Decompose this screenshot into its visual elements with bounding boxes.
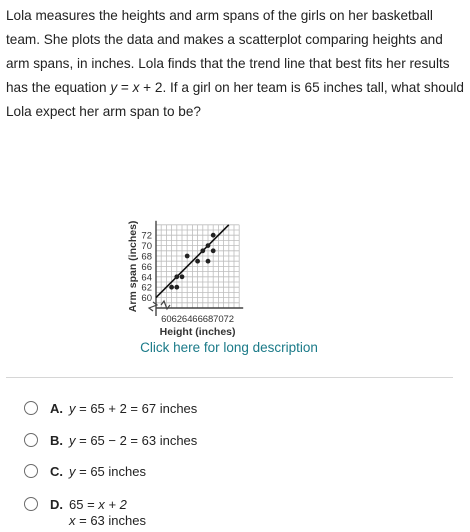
option-a[interactable] xyxy=(24,401,197,417)
x-axis-title: Height (inches) xyxy=(159,326,236,338)
option-a-text: y = 65 + 2 = 67 inches xyxy=(69,401,198,416)
option-c-text: y = 65 inches xyxy=(69,464,146,479)
y-tick-label: 68 xyxy=(141,251,152,263)
y-tick-label: 72 xyxy=(141,230,152,242)
data-point xyxy=(180,274,185,279)
option-b-text: y = 65 − 2 = 63 inches xyxy=(69,433,198,448)
option-d-text: 65 = x + 2 x = 63 inches xyxy=(69,497,146,528)
y-axis-title: Arm span (inches) xyxy=(127,220,139,313)
data-point xyxy=(206,259,211,264)
data-point xyxy=(211,248,216,253)
option-a-letter: A. xyxy=(50,401,63,416)
radio-option-b[interactable] xyxy=(24,433,38,447)
data-point xyxy=(169,285,174,290)
x-tick-label: 72 xyxy=(223,314,235,325)
divider xyxy=(6,377,453,378)
option-c[interactable] xyxy=(24,464,146,480)
radio-option-d[interactable] xyxy=(24,497,38,511)
data-point xyxy=(200,248,205,253)
x-tick-label: 64 xyxy=(181,314,193,325)
data-point xyxy=(185,254,190,259)
y-tick-label: 70 xyxy=(141,241,152,253)
x-tick-label: 70 xyxy=(213,314,224,325)
option-b[interactable] xyxy=(24,433,197,449)
radio-option-a[interactable] xyxy=(24,401,38,415)
radio-option-c[interactable] xyxy=(24,464,38,478)
data-point xyxy=(195,259,200,264)
y-tick-label: 64 xyxy=(141,272,152,284)
y-tick-label: 66 xyxy=(141,261,152,273)
scatterplot xyxy=(118,153,338,338)
y-tick-label: 62 xyxy=(141,282,152,294)
x-tick-label: 66 xyxy=(192,314,203,325)
option-d-letter: D. xyxy=(50,497,63,512)
long-description-link[interactable]: Click here for long description xyxy=(140,340,318,355)
option-b-letter: B. xyxy=(50,433,63,448)
data-point xyxy=(206,243,211,248)
y-tick-label: 60 xyxy=(141,293,152,305)
x-tick-label: 68 xyxy=(202,314,214,325)
data-point xyxy=(174,274,179,279)
option-c-letter: C. xyxy=(50,464,63,479)
x-tick-label: 62 xyxy=(171,314,183,325)
x-tick-label: 60 xyxy=(161,314,172,325)
data-point xyxy=(211,233,216,238)
question-text: Lola measures the heights and arm spans of the girls on her basketball team. She plots the data and makes a scatterplot comparing heights and arm spans, in inches. Lola finds that the trend line that best fits her results has the equation y = x + 2. If a girl on her team is 65 inches tall, what should Lola expect her arm span to be? xyxy=(6,8,464,119)
data-point xyxy=(174,285,179,290)
option-d[interactable] xyxy=(24,497,146,529)
